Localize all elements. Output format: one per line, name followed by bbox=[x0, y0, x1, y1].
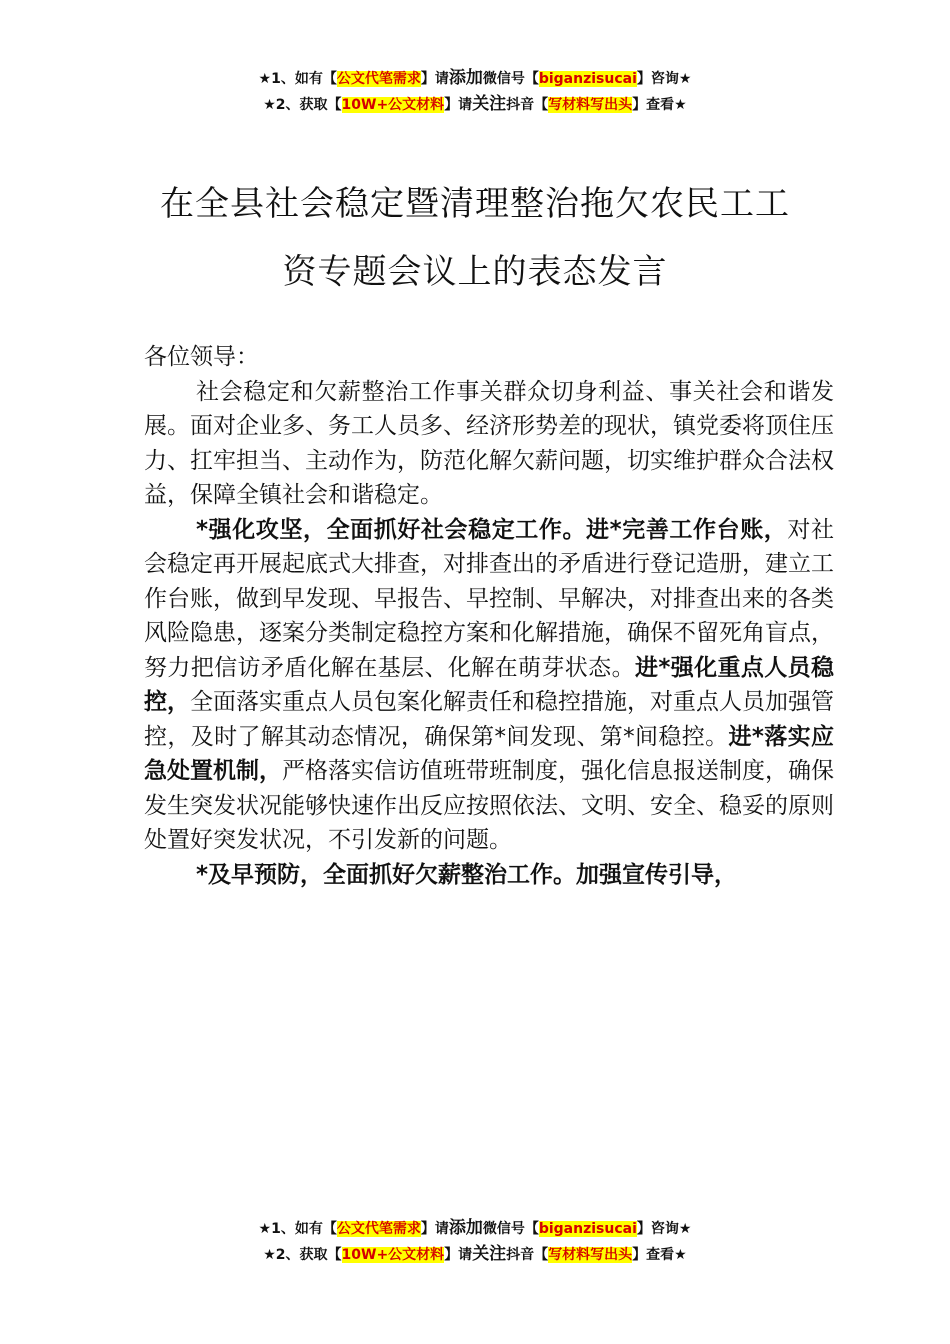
document-title bbox=[0, 170, 950, 306]
highlight-service: 公文代笔需求 bbox=[336, 71, 421, 87]
title-line-1: 在全县社会稳定暨清理整治拖欠农民工工 bbox=[160, 184, 790, 224]
highlight-wechat-id: biganzisucai bbox=[538, 71, 637, 87]
header-ad-line-2: ★2、获取【10W+公文材料】请关注抖音【写材料写出头】查看★ bbox=[263, 94, 687, 114]
intro-paragraph: 社会稳定和欠薪整治工作事关群众切身利益、事关社会和谐发展。面对企业多、务工人员多、经济形势差的现状，镇党委将顶住压力、扛牢担当、主动作为，防范化解欠薪问题，切实维护群众合法权益，保障全镇社会和谐稳定。 bbox=[144, 378, 834, 508]
stability-heading: *强化攻坚，全面抓好社会稳定工作。进*完善工作台账， bbox=[196, 516, 788, 543]
document-body bbox=[144, 340, 834, 892]
key-personnel-heading: 进*强化重点人员稳控， bbox=[144, 654, 835, 715]
wage-paragraph bbox=[144, 858, 834, 893]
header-ad-banner bbox=[0, 66, 950, 118]
header-ad-line-1: ★1、如有【公文代笔需求】请添加微信号【biganzisucai】咨询★ bbox=[258, 68, 692, 88]
wage-heading: *及早预防，全面抓好欠薪整治工作。加强宣传引导， bbox=[196, 861, 738, 888]
stability-paragraph: *强化攻坚，全面抓好社会稳定工作。进*完善工作台账，对社会稳定再开展起底式大排查，对排查出的矛盾进行登记造册，建立工作台账，做到早发现、早报告、早控制、早解决，对排查出来的各类风险隐患，逐案分类制定稳控方案和化解措施，确保不留死角盲点，努力把信访矛盾化解在基层、化解在萌芽状态。进*强化重点人员稳控，全面落实重点人员包案化解责任和稳控措施，对重点人员加强管控，及时了解其动态情况，确保第*间发现、第*间稳控。进*落实应急处置机制，严格落实信访值班带班制度，强化信息报送制度，确保发生突发状况能够快速作出反应按照依法、文明、安全、稳妥的原则处置好突发状况，不引发新的问题。 bbox=[144, 516, 835, 853]
highlight-douyin-account: 写材料写出头 bbox=[548, 97, 633, 113]
highlight-douyin-account: 写材料写出头 bbox=[548, 1247, 633, 1263]
emergency-heading: 进*落实应急处置机制， bbox=[144, 723, 835, 784]
highlight-service: 公文代笔需求 bbox=[336, 1221, 421, 1237]
footer-ad-line-1: ★1、如有【公文代笔需求】请添加微信号【biganzisucai】咨询★ bbox=[258, 1218, 692, 1238]
highlight-materials: 10W+公文材料 bbox=[341, 97, 445, 113]
title-line-2: 资专题会议上的表态发言 bbox=[282, 252, 668, 292]
footer-ad-line-2: ★2、获取【10W+公文材料】请关注抖音【写材料写出头】查看★ bbox=[263, 1244, 687, 1264]
footer-ad-banner bbox=[0, 1216, 950, 1268]
highlight-wechat-id: biganzisucai bbox=[538, 1221, 637, 1237]
salutation: 各位领导： bbox=[144, 344, 259, 370]
highlight-materials: 10W+公文材料 bbox=[341, 1247, 445, 1263]
